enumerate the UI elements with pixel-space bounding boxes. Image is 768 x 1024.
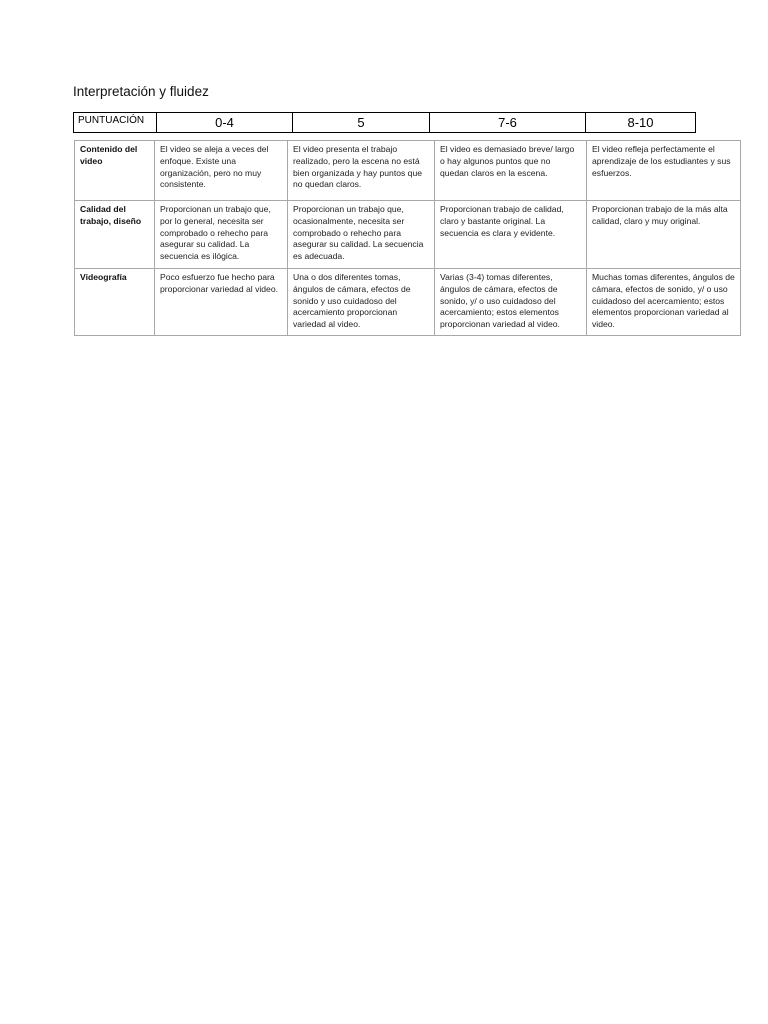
rubric-cell: El video es demasiado breve/ largo o hay algunos puntos que no quedan claros en la escena. <box>435 141 587 201</box>
table-row <box>75 269 741 336</box>
table-row <box>75 141 741 201</box>
table-row <box>75 201 741 269</box>
score-header-row <box>74 113 696 133</box>
rubric-cell: Proporcionan un trabajo que, por lo general, necesita ser comprobado o rehecho para asegurar su calidad. La secuencia es ilógica. <box>155 201 288 269</box>
rubric-cell: Proporcionan un trabajo que, ocasionalmente, necesita ser comprobado o rehecho para asegurar su calidad. La secuencia es adecuada. <box>288 201 435 269</box>
rubric-table <box>74 140 741 336</box>
score-level-5: 5 <box>293 113 430 133</box>
rubric-cell: Proporcionan trabajo de calidad, claro y bastante original. La secuencia es clara y evidente. <box>435 201 587 269</box>
score-header-table <box>73 112 696 133</box>
rubric-cell: Muchas tomas diferentes, ángulos de cámara, efectos de sonido, y/ o uso cuidadoso del acercamiento; estos elementos proporcionan variedad al video. <box>587 269 741 336</box>
score-level-8-10: 8-10 <box>586 113 696 133</box>
rubric-cell: Una o dos diferentes tomas, ángulos de cámara, efectos de sonido y uso cuidadoso del acercamiento proporcionan variedad al video. <box>288 269 435 336</box>
criterion-cell: Contenido del video <box>75 141 155 201</box>
rubric-cell: Poco esfuerzo fue hecho para proporcionar variedad al video. <box>155 269 288 336</box>
score-level-7-6: 7-6 <box>430 113 586 133</box>
rubric-cell: El video se aleja a veces del enfoque. Existe una organización, pero no muy consistente. <box>155 141 288 201</box>
page-title: Interpretación y fluidez <box>73 84 209 99</box>
score-level-0-4: 0-4 <box>157 113 293 133</box>
rubric-cell: El video presenta el trabajo realizado, pero la escena no está bien organizada y hay puntos que no quedan claros. <box>288 141 435 201</box>
rubric-cell: Varias (3-4) tomas diferentes, ángulos de cámara, efectos de sonido, y/ o uso cuidadoso del acercamiento; estos elementos proporcionan variedad al video. <box>435 269 587 336</box>
criterion-cell: Videografía <box>75 269 155 336</box>
score-label-cell: PUNTUACIÓN <box>74 113 157 133</box>
rubric-cell: El video refleja perfectamente el aprendizaje de los estudiantes y sus esfuerzos. <box>587 141 741 201</box>
criterion-cell: Calidad del trabajo, diseño <box>75 201 155 269</box>
rubric-cell: Proporcionan trabajo de la más alta calidad, claro y muy original. <box>587 201 741 269</box>
